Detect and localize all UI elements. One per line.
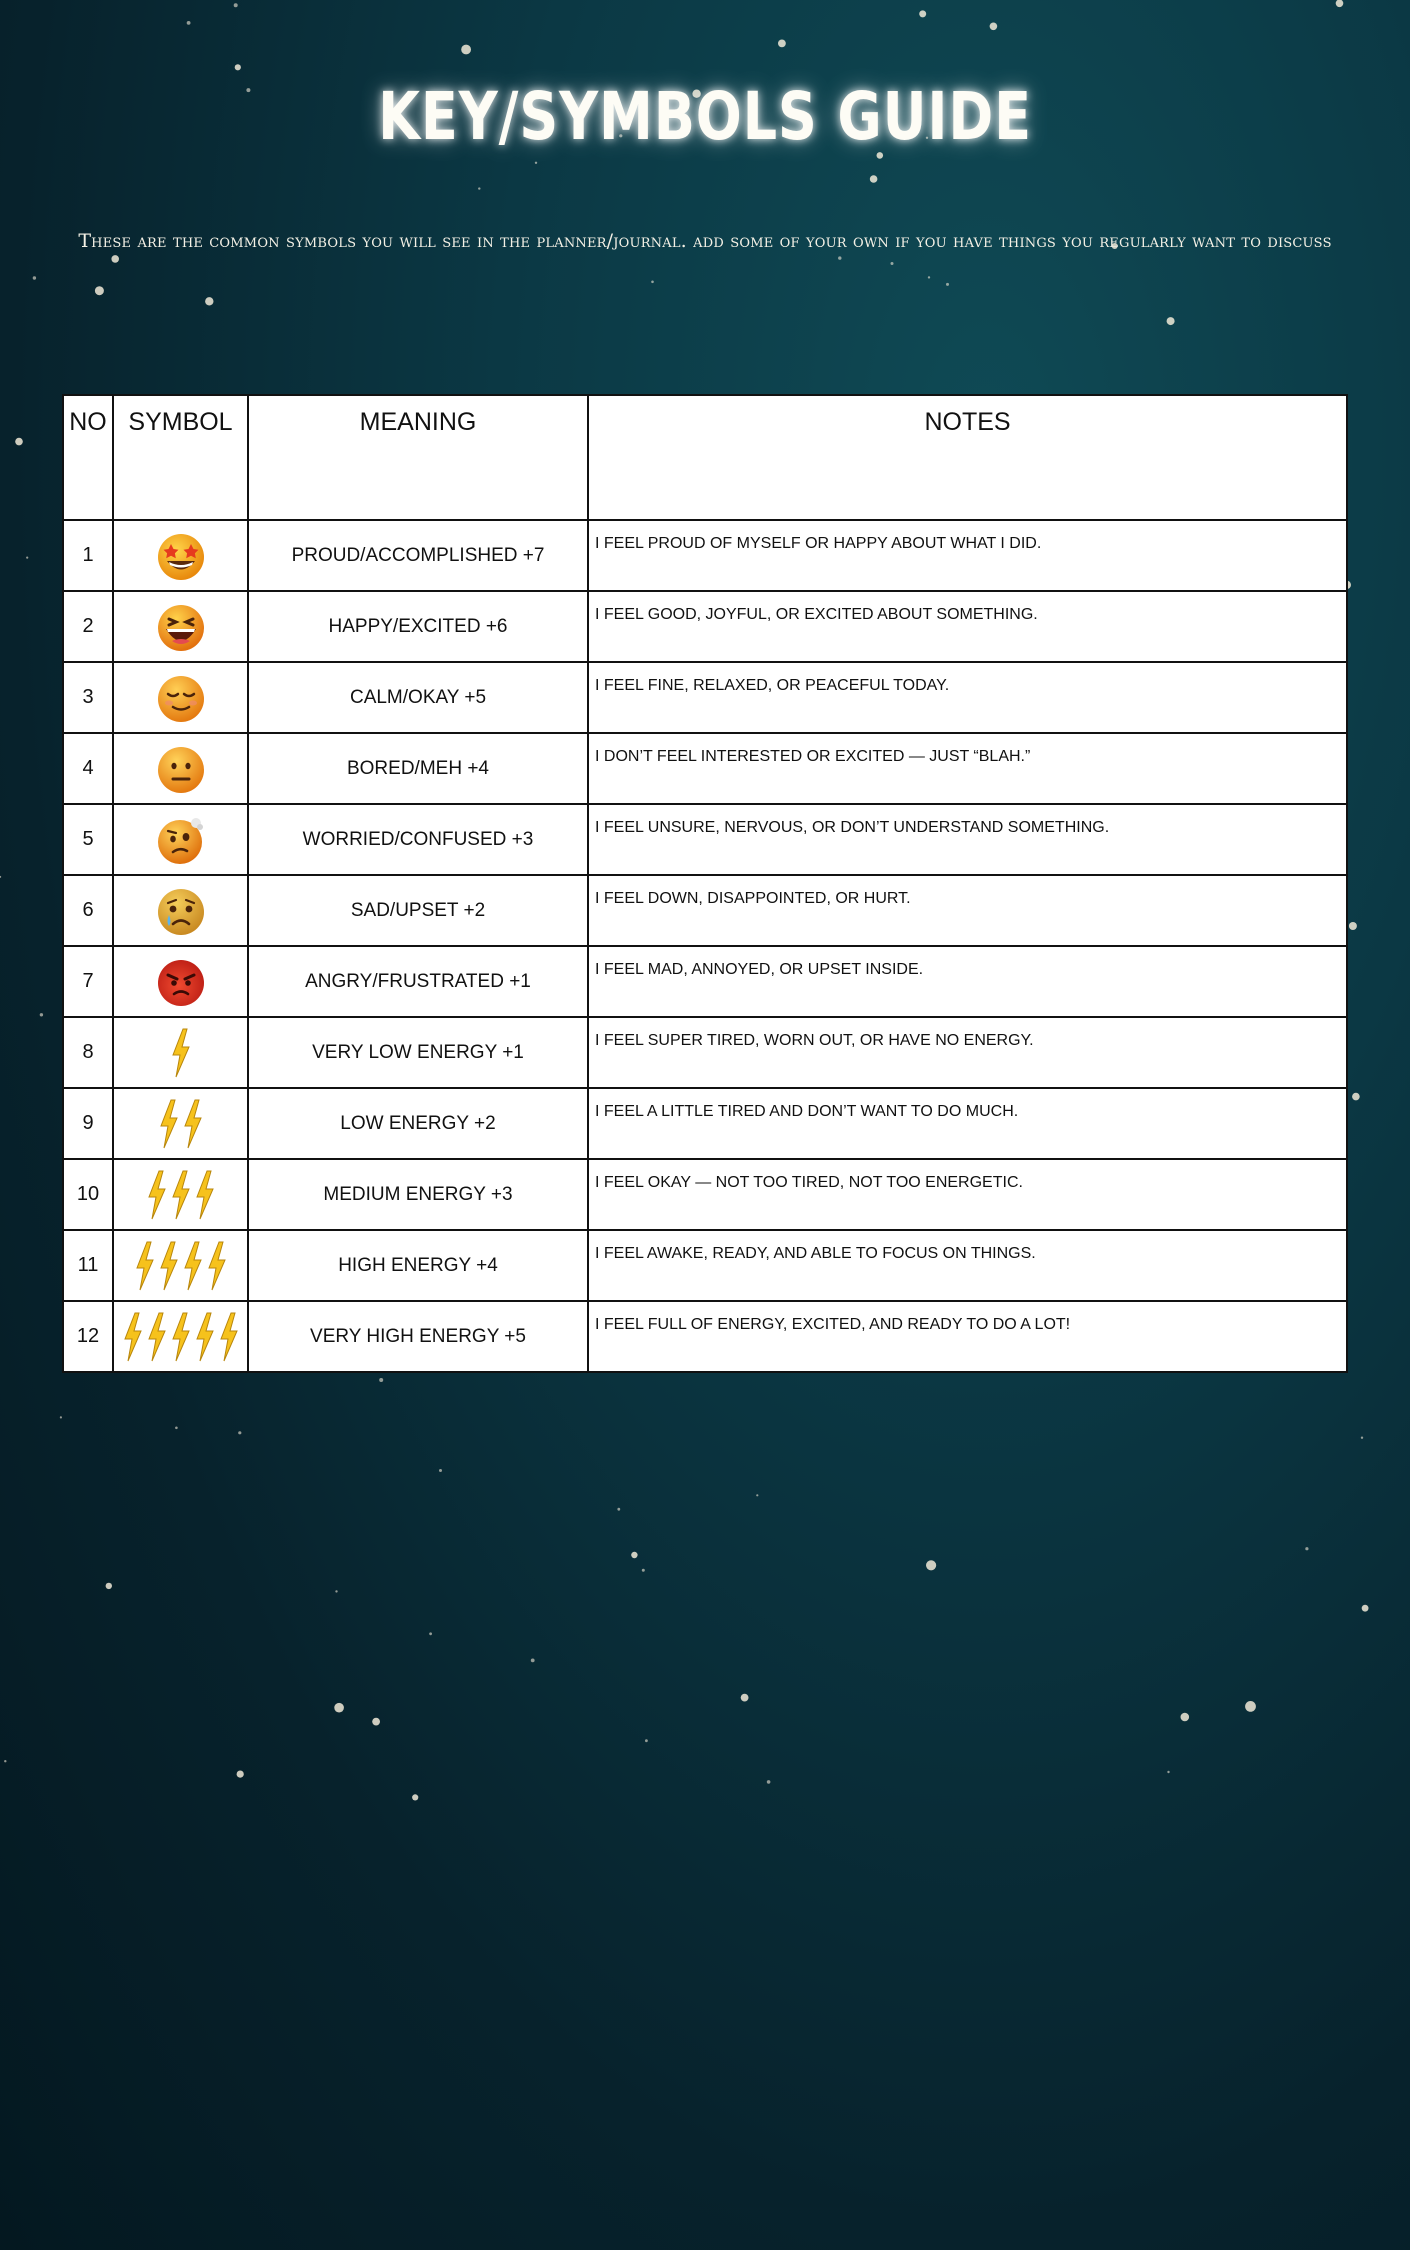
star (926, 1560, 936, 1570)
star (838, 256, 841, 259)
star (767, 1780, 771, 1784)
notes-cell: I FEEL GOOD, JOYFUL, OR EXCITED ABOUT SOMETHING. (588, 591, 1347, 662)
star (870, 175, 878, 183)
row-number: 5 (63, 804, 113, 875)
lightning-bolt-icon (218, 1312, 240, 1362)
row-number: 4 (63, 733, 113, 804)
lightning-bolt-icon (170, 1170, 192, 1220)
meaning-cell: CALM/OKAY +5 (248, 662, 588, 733)
notes-cell: I FEEL MAD, ANNOYED, OR UPSET INSIDE. (588, 946, 1347, 1017)
relieved-face-icon (155, 672, 207, 724)
star (461, 45, 471, 55)
table-row (63, 1017, 1347, 1088)
table-header-row (63, 395, 1347, 520)
star (15, 438, 23, 446)
star (334, 1703, 344, 1713)
lightning-bolt-group (134, 1241, 228, 1291)
star (1352, 1093, 1360, 1101)
star (642, 1569, 645, 1572)
star (946, 283, 949, 286)
star (379, 1378, 383, 1382)
table-row (63, 1088, 1347, 1159)
lightning-bolt-group (122, 1312, 240, 1362)
star (651, 281, 654, 284)
star (40, 1013, 43, 1016)
header-symbol: SYMBOL (113, 395, 248, 520)
meaning-cell: SAD/UPSET +2 (248, 875, 588, 946)
lightning-bolt-icon (158, 1241, 180, 1291)
star (429, 1632, 432, 1635)
lightning-bolt-icon (182, 1099, 204, 1149)
neutral-face-icon (155, 743, 207, 795)
table-row (63, 804, 1347, 875)
notes-cell: I FEEL PROUD OF MYSELF OR HAPPY ABOUT WHAT I DID. (588, 520, 1347, 591)
star (175, 1427, 178, 1430)
lightning-bolt-icon (146, 1170, 168, 1220)
star (778, 40, 786, 48)
header-meaning: MEANING (248, 395, 588, 520)
notes-cell: I FEEL FINE, RELAXED, OR PEACEFUL TODAY. (588, 662, 1347, 733)
star (1349, 922, 1357, 930)
meaning-cell: VERY LOW ENERGY +1 (248, 1017, 588, 1088)
row-number: 11 (63, 1230, 113, 1301)
star (1181, 1713, 1190, 1722)
lightning-bolt-group (146, 1170, 216, 1220)
meaning-cell: BORED/MEH +4 (248, 733, 588, 804)
star (617, 1508, 620, 1511)
star (1361, 1437, 1363, 1439)
meaning-cell: ANGRY/FRUSTRATED +1 (248, 946, 588, 1017)
lightning-bolt-icon (122, 1312, 144, 1362)
star (238, 1431, 241, 1434)
notes-cell: I DON’T FEEL INTERESTED OR EXCITED — JUST “BLAH.” (588, 733, 1347, 804)
star (990, 23, 998, 31)
star (372, 1718, 380, 1726)
table-row (63, 1301, 1347, 1372)
meaning-cell: LOW ENERGY +2 (248, 1088, 588, 1159)
star (919, 10, 926, 17)
meaning-cell: VERY HIGH ENERGY +5 (248, 1301, 588, 1372)
star (478, 187, 480, 189)
star (335, 1590, 337, 1592)
star (187, 21, 191, 25)
meaning-cell: MEDIUM ENERGY +3 (248, 1159, 588, 1230)
lightning-bolt-group (158, 1099, 204, 1149)
meaning-cell: WORRIED/CONFUSED +3 (248, 804, 588, 875)
table-row (63, 946, 1347, 1017)
star (439, 1469, 442, 1472)
lightning-bolt-icon (146, 1312, 168, 1362)
star (412, 1794, 418, 1800)
laughing-face-icon (155, 601, 207, 653)
star (4, 1760, 6, 1762)
header-no: NO (63, 395, 113, 520)
confused-face-icon (155, 814, 207, 866)
star (237, 1771, 244, 1778)
row-number: 3 (63, 662, 113, 733)
notes-cell: I FEEL DOWN, DISAPPOINTED, OR HURT. (588, 875, 1347, 946)
lightning-bolt-icon (206, 1241, 228, 1291)
star (1167, 1771, 1169, 1773)
table-row (63, 875, 1347, 946)
star (111, 255, 119, 263)
notes-cell: I FEEL AWAKE, READY, AND ABLE TO FOCUS ON THINGS. (588, 1230, 1347, 1301)
star (60, 1416, 62, 1418)
star (33, 276, 36, 279)
crying-face-icon (155, 885, 207, 937)
symbols-table (62, 394, 1348, 1373)
star (205, 297, 213, 305)
star (1167, 317, 1175, 325)
table-row (63, 733, 1347, 804)
row-number: 7 (63, 946, 113, 1017)
star (0, 876, 1, 878)
page-title: KEY/SYMBOLS GUIDE (378, 78, 1032, 155)
lightning-bolt-icon (170, 1312, 192, 1362)
star (235, 64, 241, 70)
angry-face-icon (155, 956, 207, 1008)
row-number: 9 (63, 1088, 113, 1159)
row-number: 6 (63, 875, 113, 946)
star (741, 1694, 749, 1702)
star (756, 1494, 758, 1496)
star (531, 1659, 535, 1663)
table-row (63, 591, 1347, 662)
table-row (63, 520, 1347, 591)
header-notes: NOTES (588, 395, 1347, 520)
lightning-bolt-icon (134, 1241, 156, 1291)
star (234, 3, 238, 7)
star (1336, 0, 1344, 7)
lightning-bolt-icon (182, 1241, 204, 1291)
star (1362, 1605, 1369, 1612)
row-number: 1 (63, 520, 113, 591)
star (106, 1583, 112, 1589)
star (645, 1739, 648, 1742)
table-row (63, 1159, 1347, 1230)
row-number: 10 (63, 1159, 113, 1230)
lightning-bolt-icon (194, 1312, 216, 1362)
star (26, 557, 28, 559)
notes-cell: I FEEL A LITTLE TIRED AND DON’T WANT TO DO MUCH. (588, 1088, 1347, 1159)
star (891, 262, 894, 265)
star (1305, 1547, 1308, 1550)
lightning-bolt-icon (194, 1170, 216, 1220)
table-row (63, 662, 1347, 733)
row-number: 8 (63, 1017, 113, 1088)
star (1245, 1701, 1256, 1712)
star (928, 276, 930, 278)
table-row (63, 1230, 1347, 1301)
row-number: 12 (63, 1301, 113, 1372)
lightning-bolt-icon (170, 1028, 192, 1078)
notes-cell: I FEEL OKAY — NOT TOO TIRED, NOT TOO ENERGETIC. (588, 1159, 1347, 1230)
notes-cell: I FEEL FULL OF ENERGY, EXCITED, AND READY TO DO A LOT! (588, 1301, 1347, 1372)
lightning-bolt-group (170, 1028, 192, 1078)
notes-cell: I FEEL SUPER TIRED, WORN OUT, OR HAVE NO ENERGY. (588, 1017, 1347, 1088)
notes-cell: I FEEL UNSURE, NERVOUS, OR DON’T UNDERSTAND SOMETHING. (588, 804, 1347, 875)
page-subtitle: These are the common symbols you will see in the planner/journal. add some of your own if you have things you regularly want to discuss (78, 230, 1332, 252)
row-number: 2 (63, 591, 113, 662)
star-struck-icon (155, 530, 207, 582)
star (95, 286, 104, 295)
star (631, 1552, 637, 1558)
meaning-cell: HIGH ENERGY +4 (248, 1230, 588, 1301)
meaning-cell: HAPPY/EXCITED +6 (248, 591, 588, 662)
lightning-bolt-icon (158, 1099, 180, 1149)
meaning-cell: PROUD/ACCOMPLISHED +7 (248, 520, 588, 591)
star (535, 162, 537, 164)
